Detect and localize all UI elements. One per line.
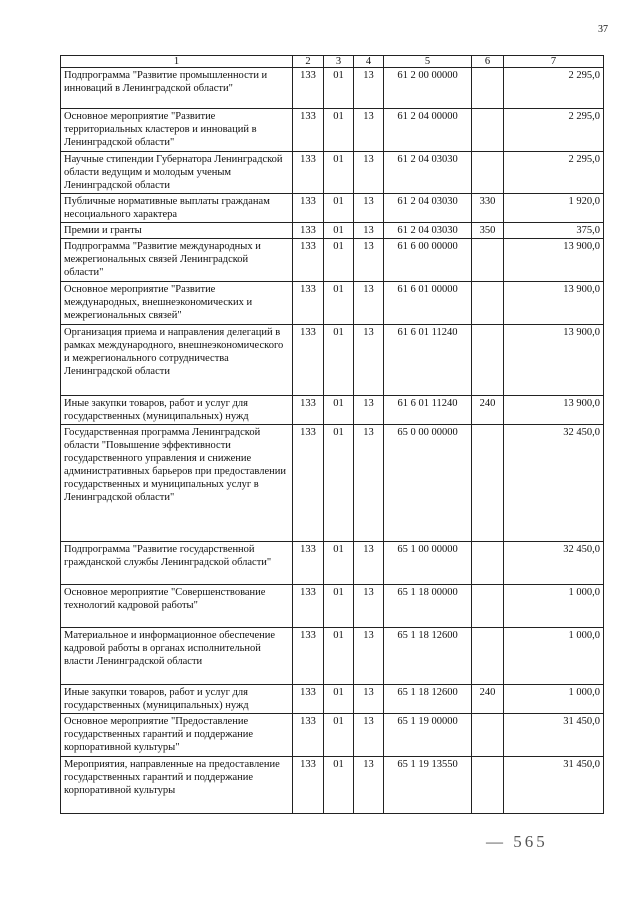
row-name: Материальное и информационное обеспечение кадровой работы в органах исполнительной власти Ленинградской области — [61, 628, 293, 685]
table-row — [61, 68, 604, 109]
cell-expense-type — [472, 628, 504, 685]
cell-amount: 1 000,0 — [504, 628, 604, 685]
cell-expense-type — [472, 757, 504, 814]
table-row — [61, 757, 604, 814]
cell-expense-type: 330 — [472, 194, 504, 223]
row-name: Основное мероприятие "Предоставление государственных гарантий и поддержание корпоративной культуры" — [61, 714, 293, 757]
budget-table — [60, 55, 604, 814]
cell-subsection: 13 — [354, 68, 384, 109]
table-row — [61, 425, 604, 542]
row-name: Подпрограмма "Развитие промышленности и инноваций в Ленинградской области" — [61, 68, 293, 109]
cell-subsection: 13 — [354, 396, 384, 425]
cell-section: 01 — [324, 109, 354, 152]
cell-amount: 31 450,0 — [504, 714, 604, 757]
cell-section: 01 — [324, 194, 354, 223]
cell-expense-type — [472, 152, 504, 194]
cell-ministry-code: 133 — [293, 425, 324, 542]
cell-ministry-code: 133 — [293, 685, 324, 714]
cell-ministry-code: 133 — [293, 239, 324, 282]
cell-target-article: 61 6 00 00000 — [384, 239, 472, 282]
cell-amount: 13 900,0 — [504, 325, 604, 396]
cell-amount: 32 450,0 — [504, 425, 604, 542]
table-row — [61, 239, 604, 282]
row-name: Основное мероприятие "Развитие территориальных кластеров и инноваций в Ленинградской области" — [61, 109, 293, 152]
cell-subsection: 13 — [354, 714, 384, 757]
cell-target-article: 65 0 00 00000 — [384, 425, 472, 542]
table-row — [61, 396, 604, 425]
cell-ministry-code: 133 — [293, 325, 324, 396]
cell-amount: 13 900,0 — [504, 239, 604, 282]
cell-expense-type — [472, 282, 504, 325]
page-number: 37 — [598, 24, 608, 35]
column-header: 5 — [384, 56, 472, 68]
table-row — [61, 282, 604, 325]
row-name: Основное мероприятие "Развитие международных, внешнеэкономических и межрегиональных связей" — [61, 282, 293, 325]
table-row — [61, 223, 604, 239]
row-name: Подпрограмма "Развитие государственной гражданской службы Ленинградской области" — [61, 542, 293, 585]
cell-subsection: 13 — [354, 628, 384, 685]
cell-subsection: 13 — [354, 585, 384, 628]
cell-target-article: 61 2 00 00000 — [384, 68, 472, 109]
cell-expense-type — [472, 585, 504, 628]
column-header: 2 — [293, 56, 324, 68]
cell-expense-type — [472, 68, 504, 109]
cell-amount: 31 450,0 — [504, 757, 604, 814]
cell-expense-type: 240 — [472, 685, 504, 714]
table-row — [61, 109, 604, 152]
header-row — [61, 56, 604, 68]
cell-subsection: 13 — [354, 152, 384, 194]
cell-target-article: 61 2 04 03030 — [384, 194, 472, 223]
cell-ministry-code: 133 — [293, 68, 324, 109]
cell-section: 01 — [324, 152, 354, 194]
cell-amount: 2 295,0 — [504, 152, 604, 194]
row-name: Государственная программа Ленинградской области "Повышение эффективности государственного управления и снижение административных барьеров при предоставлении государственных и муниципальных услуг в Ленинградской области" — [61, 425, 293, 542]
column-header: 6 — [472, 56, 504, 68]
cell-expense-type — [472, 109, 504, 152]
row-name: Подпрограмма "Развитие международных и межрегиональных связей Ленинградской области" — [61, 239, 293, 282]
column-header: 7 — [504, 56, 604, 68]
cell-ministry-code: 133 — [293, 223, 324, 239]
cell-subsection: 13 — [354, 282, 384, 325]
table-row — [61, 585, 604, 628]
cell-ministry-code: 133 — [293, 585, 324, 628]
cell-amount: 32 450,0 — [504, 542, 604, 585]
row-name: Мероприятия, направленные на предоставление государственных гарантий и поддержание корпоративной культуры — [61, 757, 293, 814]
cell-section: 01 — [324, 223, 354, 239]
cell-target-article: 61 2 04 03030 — [384, 223, 472, 239]
cell-ministry-code: 133 — [293, 714, 324, 757]
cell-ministry-code: 133 — [293, 152, 324, 194]
cell-section: 01 — [324, 239, 354, 282]
column-header: 1 — [61, 56, 293, 68]
cell-section: 01 — [324, 425, 354, 542]
cell-expense-type — [472, 542, 504, 585]
cell-ministry-code: 133 — [293, 757, 324, 814]
column-header: 4 — [354, 56, 384, 68]
table-row — [61, 152, 604, 194]
row-name: Организация приема и направления делегаций в рамках международного, внешнеэкономического и межрегионального сотрудничества Ленинградской области — [61, 325, 293, 396]
cell-expense-type: 240 — [472, 396, 504, 425]
column-header: 3 — [324, 56, 354, 68]
cell-target-article: 61 2 04 03030 — [384, 152, 472, 194]
cell-target-article: 61 6 01 11240 — [384, 325, 472, 396]
cell-target-article: 61 2 04 00000 — [384, 109, 472, 152]
cell-target-article: 65 1 18 00000 — [384, 585, 472, 628]
cell-amount: 1 000,0 — [504, 685, 604, 714]
row-name: Иные закупки товаров, работ и услуг для государственных (муниципальных) нужд — [61, 396, 293, 425]
cell-amount: 2 295,0 — [504, 68, 604, 109]
cell-expense-type: 350 — [472, 223, 504, 239]
cell-target-article: 65 1 18 12600 — [384, 628, 472, 685]
cell-subsection: 13 — [354, 757, 384, 814]
row-name: Иные закупки товаров, работ и услуг для государственных (муниципальных) нужд — [61, 685, 293, 714]
cell-subsection: 13 — [354, 223, 384, 239]
cell-subsection: 13 — [354, 109, 384, 152]
table-row — [61, 628, 604, 685]
cell-amount: 13 900,0 — [504, 282, 604, 325]
cell-section: 01 — [324, 542, 354, 585]
cell-amount: 13 900,0 — [504, 396, 604, 425]
cell-subsection: 13 — [354, 425, 384, 542]
cell-section: 01 — [324, 325, 354, 396]
cell-expense-type — [472, 239, 504, 282]
row-name: Научные стипендии Губернатора Ленинградской области ведущим и молодым ученым Ленинградской области — [61, 152, 293, 194]
cell-section: 01 — [324, 685, 354, 714]
cell-section: 01 — [324, 282, 354, 325]
cell-subsection: 13 — [354, 542, 384, 585]
row-name: Премии и гранты — [61, 223, 293, 239]
cell-ministry-code: 133 — [293, 282, 324, 325]
table-row — [61, 714, 604, 757]
cell-target-article: 61 6 01 00000 — [384, 282, 472, 325]
cell-target-article: 65 1 19 00000 — [384, 714, 472, 757]
cell-amount: 1 920,0 — [504, 194, 604, 223]
cell-subsection: 13 — [354, 239, 384, 282]
cell-amount: 375,0 — [504, 223, 604, 239]
cell-ministry-code: 133 — [293, 542, 324, 585]
cell-section: 01 — [324, 757, 354, 814]
cell-ministry-code: 133 — [293, 628, 324, 685]
cell-target-article: 61 6 01 11240 — [384, 396, 472, 425]
cell-expense-type — [472, 425, 504, 542]
cell-section: 01 — [324, 396, 354, 425]
cell-section: 01 — [324, 585, 354, 628]
cell-target-article: 65 1 00 00000 — [384, 542, 472, 585]
table-row — [61, 194, 604, 223]
cell-section: 01 — [324, 628, 354, 685]
cell-amount: 2 295,0 — [504, 109, 604, 152]
table-row — [61, 325, 604, 396]
page-stamp-number: — 565 — [486, 832, 548, 851]
cell-ministry-code: 133 — [293, 109, 324, 152]
cell-subsection: 13 — [354, 685, 384, 714]
cell-subsection: 13 — [354, 194, 384, 223]
cell-ministry-code: 133 — [293, 396, 324, 425]
table-row — [61, 542, 604, 585]
cell-section: 01 — [324, 68, 354, 109]
cell-section: 01 — [324, 714, 354, 757]
cell-expense-type — [472, 325, 504, 396]
row-name: Основное мероприятие "Совершенствование технологий кадровой работы" — [61, 585, 293, 628]
cell-target-article: 65 1 18 12600 — [384, 685, 472, 714]
cell-expense-type — [472, 714, 504, 757]
table-row — [61, 685, 604, 714]
cell-ministry-code: 133 — [293, 194, 324, 223]
row-name: Публичные нормативные выплаты гражданам несоциального характера — [61, 194, 293, 223]
cell-subsection: 13 — [354, 325, 384, 396]
cell-target-article: 65 1 19 13550 — [384, 757, 472, 814]
cell-amount: 1 000,0 — [504, 585, 604, 628]
